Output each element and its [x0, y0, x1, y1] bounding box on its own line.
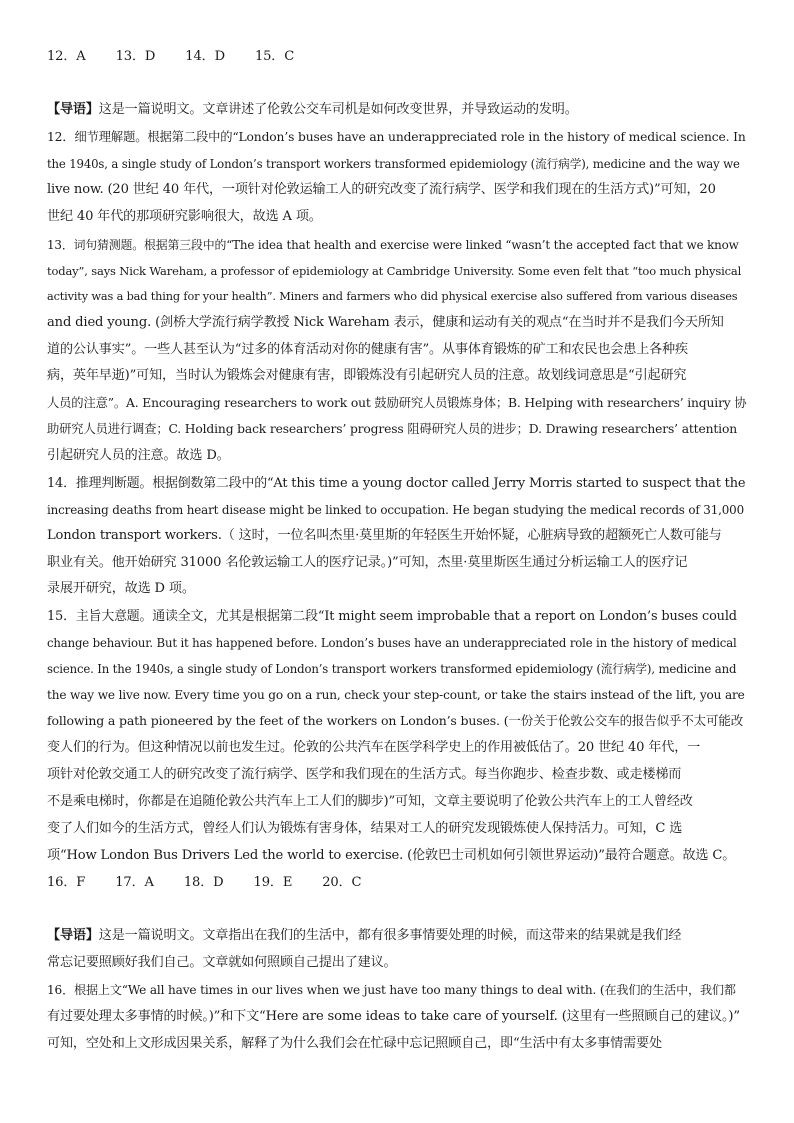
q15-line: change behaviour. But it has happened before. London’s buses have an underappreciated role in the history of medical: [47, 636, 737, 650]
answer-item: 19．E: [253, 875, 293, 890]
q14-line: 14．推理判断题。根据倒数第二段中的“At this time a young doctor called Jerry Morris started to suspect that the: [47, 476, 746, 491]
q13-line: 道的公认事实”。一些人甚至认为“过多的体育活动对你的健康有害”。从事体育锻炼的矿工和农民也会患上各种疾: [47, 342, 688, 357]
q15-line: 变人们的行为。但这种情况以前也发生过。伦敦的公共汽车在医学科学史上的作用被低估了。20 世纪 40 年代，一: [47, 740, 701, 755]
q15-line: following a path pioneered by the feet of the workers on London’s buses. (一份关于伦敦公交车的报告似乎不太可能改: [47, 713, 744, 728]
guide-paragraph-2-cont: 常忘记要照顾好我们自己。文章就如何照顾自己提出了建议。: [47, 955, 397, 970]
q12-line: the 1940s, a single study of London’s transport workers transformed epidemiology (流行病学), medicine and the way we: [47, 157, 740, 171]
q15-line: science. In the 1940s, a single study of London’s transport workers transformed epidemiology (流行病学), medicine and: [47, 662, 737, 676]
q13-line: 病，英年早逝)”可知，当时认为锻炼会对健康有害，即锻炼没有引起研究人员的注意。故划线词意思是“引起研究: [47, 368, 687, 383]
q13-line: 助研究人员进行调查；C. Holding back researchers’ progress 阻碍研究人员的进步；D. Drawing researchers’ attention: [47, 422, 737, 436]
answer-key-12-15: [47, 48, 747, 66]
answer-item: 17．A: [115, 875, 154, 890]
q13-line: activity was a bad thing for your health”. Miners and farmers who did physical exercise also suffered from various diseases: [47, 290, 738, 303]
answer-item: 14．D: [185, 49, 225, 64]
q12-line: live now. (20 世纪 40 年代，一项针对伦敦运输工人的研究改变了流行病学、医学和我们现在的生活方式)”可知，20: [47, 182, 716, 197]
q13-line: today”, says Nick Wareham, a professor of epidemiology at Cambridge University. Some even felt that “too much physical: [47, 264, 742, 278]
q13-line: and died young. (剑桥大学流行病学教授 Nick Wareham 表示，健康和运动有关的观点“在当时并不是我们今天所知: [47, 315, 724, 330]
answer-key-16-20: [47, 874, 747, 892]
q15-line: the way we live now. Every time you go on a run, check your step-count, or take the stairs instead of the lift, you are: [47, 688, 745, 702]
guide-text: 这是一篇说明文。文章讲述了伦敦公交车司机是如何改变世界，并导致运动的发明。: [98, 102, 578, 117]
guide-paragraph-2: [47, 927, 747, 945]
answer-item: 16．F: [47, 875, 86, 890]
answer-item: 20．C: [322, 875, 362, 890]
q13-line: 引起研究人员的注意。故选 D。: [47, 448, 230, 463]
q16-line: 可知，空处和上文形成因果关系，解释了为什么我们会在忙碌中忘记照顾自己，即“生活中有太多事情需要处: [47, 1036, 662, 1051]
q15-line: 变了人们如今的生活方式，曾经人们认为锻炼有害身体，结果对工人的研究发现锻炼使人保持活力。可知，C 选: [47, 821, 683, 836]
q14-line: 录展开研究，故选 D 项。: [47, 581, 195, 596]
q15-line: 15．主旨大意题。通读全文，尤其是根据第二段“It might seem improbable that a report on London’s buses could: [47, 609, 737, 624]
answer-item: 13．D: [115, 49, 156, 64]
q15-line: 项“How London Bus Drivers Led the world to exercise. (伦敦巴士司机如何引领世界运动)”最符合题意。故选 C。: [47, 848, 736, 863]
guide-text: 这是一篇说明文。文章指出在我们的生活中，都有很多事情要处理的时候，而这带来的结果就是我们经: [98, 928, 682, 943]
q15-line: 不是乘电梯时，你都是在追随伦敦公共汽车上工人们的脚步)”可知，文章主要说明了伦敦公共汽车上的工人曾经改: [47, 794, 693, 809]
q12-line: 世纪 40 年代的那项研究影响很大，故选 A 项。: [47, 209, 322, 224]
q13-line: 13．词句猜测题。根据第三段中的“The idea that health and exercise were linked “wasn’t the accepted fact that we know: [47, 238, 739, 252]
q15-line: 项针对伦敦交通工人的研究改变了流行病学、医学和我们现在的生活方式。每当你跑步、检查步数、或走楼梯而: [47, 767, 682, 782]
q16-line: 有过要处理太多事情的时候。)”和下文“Here are some ideas to take care of yourself. (这里有一些照顾自己的建议。)”: [47, 1009, 740, 1024]
guide-tag: 【导语】: [47, 102, 99, 117]
guide-tag: 【导语】: [47, 928, 99, 943]
q14-line: London transport workers.（ 这时，一位名叫杰里·莫里斯的年轻医生开始怀疑，心脏病导致的超额死亡人数可能与: [47, 528, 722, 543]
q14-line: 职业有关。他开始研究 31000 名伦敦运输工人的医疗记录。)”可知，杰里·莫里斯医生通过分析运输工人的医疗记: [47, 555, 688, 570]
answer-item: 12．A: [47, 49, 86, 64]
guide-paragraph-1: [47, 101, 747, 119]
answer-item: 15．C: [254, 49, 295, 64]
q12-line: 12．细节理解题。根据第二段中的“London’s buses have an underappreciated role in the history of medical science. In: [47, 130, 746, 144]
q16-line: 16．根据上文“We all have times in our lives when we just have too many things to deal with. (在我们的生活中，我们都: [47, 983, 736, 997]
q14-line: increasing deaths from heart disease might be linked to occupation. He began studying the medical records of 31,000: [47, 503, 744, 517]
q13-line: 人员的注意”。A. Encouraging researchers to work out 鼓励研究人员锻炼身体；B. Helping with researchers’ inquiry 协: [47, 396, 747, 410]
answer-item: 18．D: [183, 875, 224, 890]
